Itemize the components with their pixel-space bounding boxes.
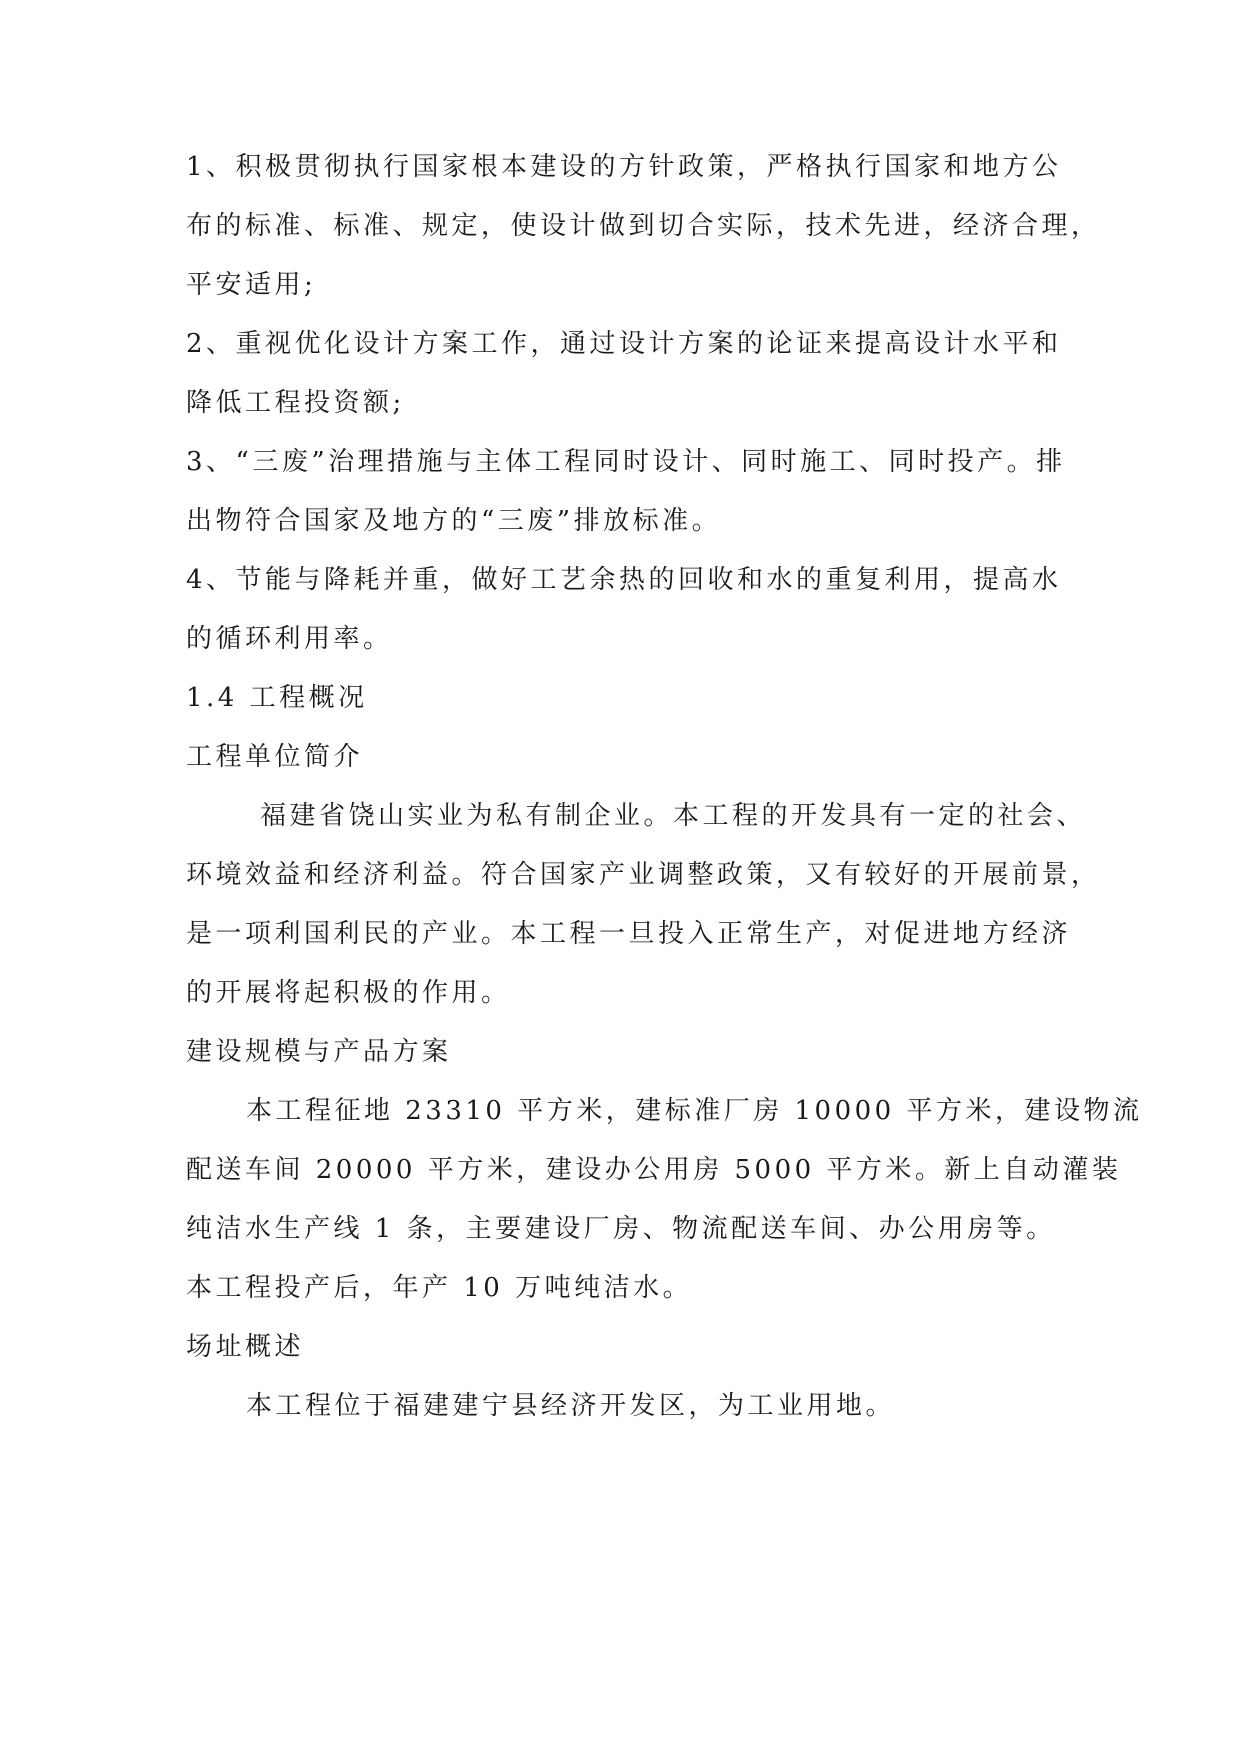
list-item-3-line-2: 出物符合国家及地方的“三废”排放标准。	[186, 506, 722, 536]
list-item-4-line-1: 4、节能与降耗并重，做好工艺余热的回收和水的重复利用，提高水	[186, 565, 1062, 595]
paragraph-scale-line-3: 纯洁水生产线 1 条，主要建设厂房、物流配送车间、办公用房等。	[186, 1214, 1056, 1244]
paragraph-site: 本工程位于福建建宁县经济开发区，为工业用地。	[246, 1391, 896, 1421]
paragraph-unit-line-3: 是一项利国利民的产业。本工程一旦投入正常生产，对促进地方经济	[186, 919, 1072, 949]
list-item-1-line-2: 布的标准、标准、规定，使设计做到切合实际，技术先进，经济合理，	[186, 211, 1101, 241]
subsection-heading-unit: 工程单位简介	[186, 742, 364, 772]
paragraph-output: 本工程投产后，年产 10 万吨纯洁水。	[186, 1273, 693, 1303]
list-item-4-line-2: 的循环利用率。	[186, 624, 393, 654]
list-item-1-line-3: 平安适用;	[186, 270, 317, 300]
section-heading: 1.4 工程概况	[186, 683, 368, 713]
list-item-2-line-2: 降低工程投资额;	[186, 388, 405, 418]
list-item-3-line-1: 3、“三废”治理措施与主体工程同时设计、同时施工、同时投产。排	[186, 447, 1066, 477]
paragraph-scale-line-1: 本工程征地 23310 平方米，建标准厂房 10000 平方米，建设物流	[246, 1096, 1143, 1126]
list-item-1-line-1: 1、积极贯彻执行国家根本建设的方针政策，严格执行国家和地方公	[186, 152, 1062, 182]
paragraph-unit-line-4: 的开展将起积极的作用。	[186, 978, 511, 1008]
subsection-heading-site: 场址概述	[186, 1332, 305, 1362]
subsection-heading-scale: 建设规模与产品方案	[186, 1037, 452, 1067]
list-item-2-line-1: 2、重视优化设计方案工作，通过设计方案的论证来提高设计水平和	[186, 329, 1062, 359]
paragraph-unit-line-2: 环境效益和经济利益。符合国家产业调整政策，又有较好的开展前景，	[186, 860, 1101, 890]
paragraph-unit-line-1: 福建省饶山实业为私有制企业。本工程的开发具有一定的社会、	[260, 801, 1087, 831]
paragraph-scale-line-2: 配送车间 20000 平方米，建设办公用房 5000 平方米。新上自动灌装	[186, 1155, 1122, 1185]
